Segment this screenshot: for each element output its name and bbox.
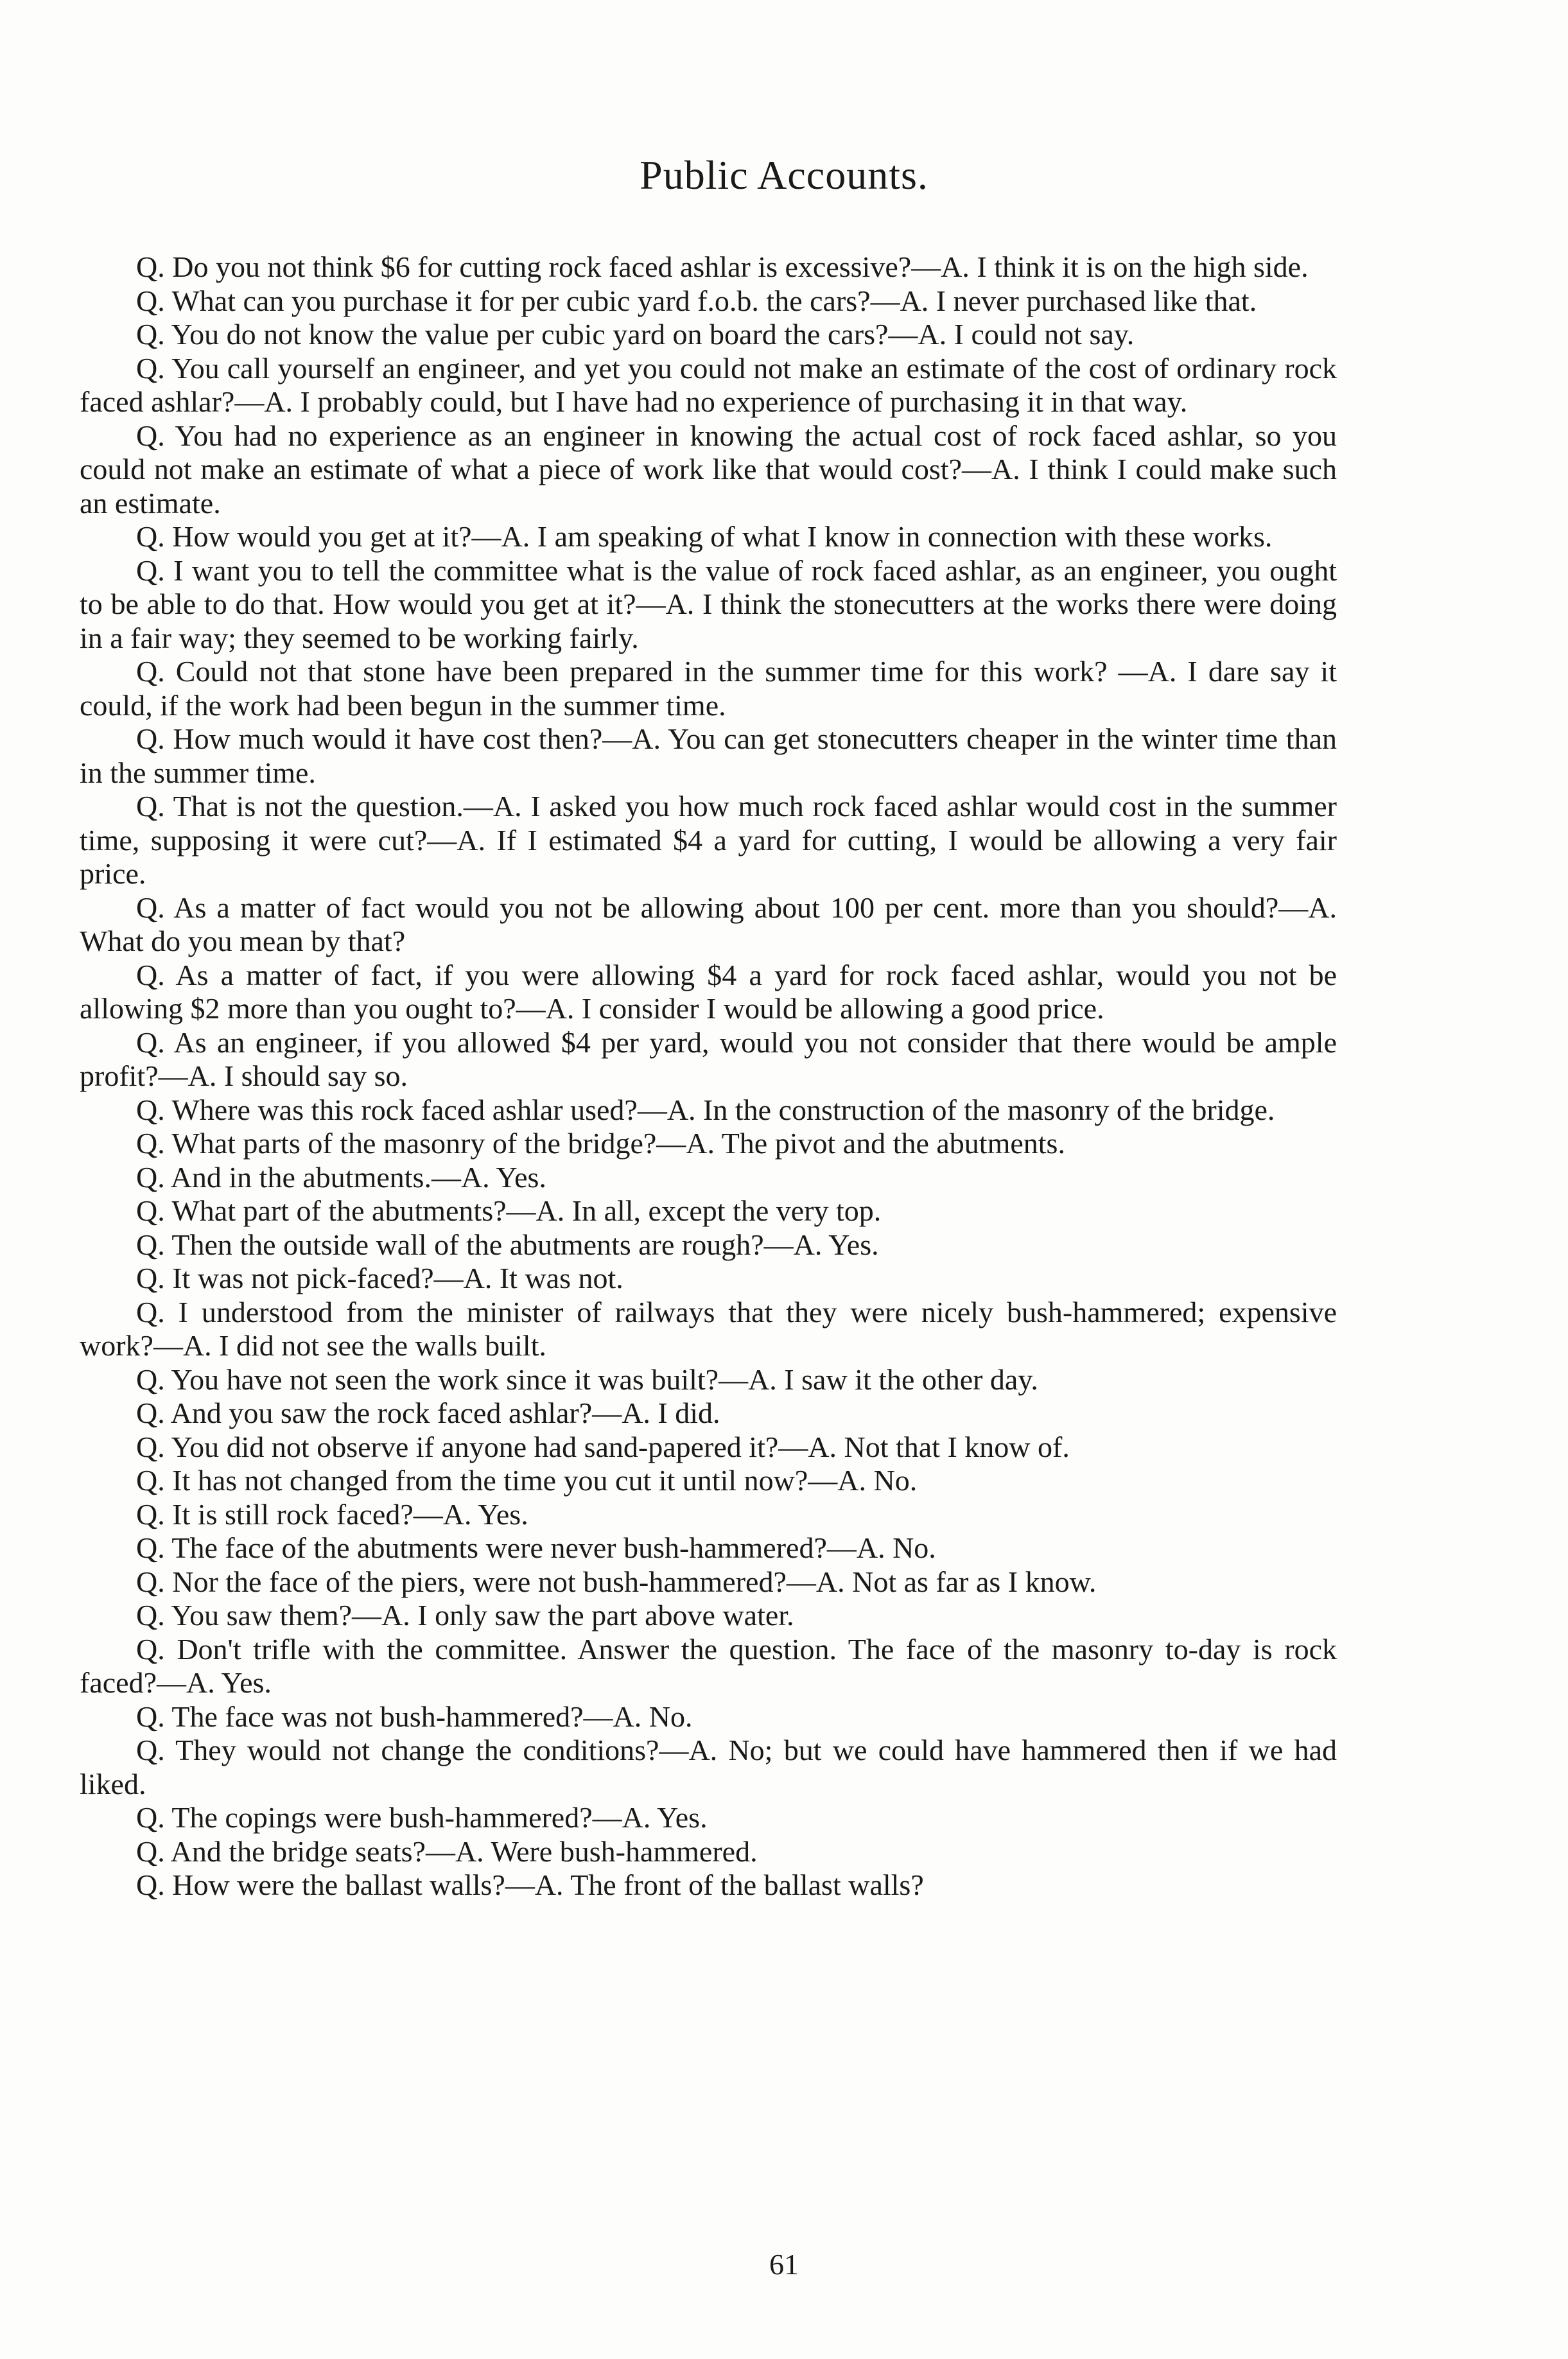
testimony-paragraph: Q. The face of the abutments were never bush-hammered?—A. No. xyxy=(136,1531,936,1564)
testimony-paragraph: Q. The copings were bush-hammered?—A. Yes. xyxy=(136,1801,708,1834)
testimony-paragraph: Q. As an engineer, if you allowed $4 per yard, would you not consider that there would be ample profit?—A. I should say so. xyxy=(80,1025,1337,1092)
testimony-paragraph: Q. You had no experience as an engineer in knowing the actual cost of rock faced ashlar, so you could not make an estimate of what a piece of work like that would cost?—A. I think I could make such an estimate. xyxy=(80,419,1337,519)
testimony-paragraph: Q. The face was not bush-hammered?—A. No. xyxy=(136,1700,693,1733)
testimony-paragraph: Q. As a matter of fact, if you were allowing $4 a yard for rock faced ashlar, would you not be allowing $2 more than you ought to?—A. I consider I would be allowing a good price. xyxy=(80,958,1337,1025)
testimony-paragraph: Q. You call yourself an engineer, and yet you could not make an estimate of the cost of ordinary rock faced ashlar?—A. I probably could, but I have had no experience of purchasing it in that way. xyxy=(80,351,1337,418)
testimony-paragraph: Q. That is not the question.—A. I asked you how much rock faced ashlar would cost in the summer time, supposing it were cut?—A. If I estimated $4 a yard for cutting, I would be allowing a very fair price. xyxy=(80,790,1337,890)
testimony-paragraph: Q. How were the ballast walls?—A. The front of the ballast walls? xyxy=(136,1868,924,1901)
page-title: Public Accounts. xyxy=(640,152,928,198)
testimony-paragraph: Q. I understood from the minister of railways that they were nicely bush-hammered; expensive work?—A. I did not see the walls built. xyxy=(80,1295,1337,1362)
testimony-paragraph: Q. I want you to tell the committee what is the value of rock faced ashlar, as an engineer, you ought to be able to do that. How would you get at it?—A. I think the stonecutters at the works there were doing in a fair way; they seemed to be working fairly. xyxy=(80,553,1337,654)
testimony-paragraph: Q. They would not change the conditions?—A. No; but we could have hammered then if we had liked. xyxy=(80,1734,1337,1800)
testimony-paragraph: Q. You did not observe if anyone had sand-papered it?—A. Not that I know of. xyxy=(136,1430,1070,1463)
testimony-paragraph: Q. You saw them?—A. I only saw the part above water. xyxy=(136,1599,794,1632)
testimony-body xyxy=(80,250,1337,1902)
testimony-paragraph: Q. Where was this rock faced ashlar used?—A. In the construction of the masonry of the bridge. xyxy=(136,1093,1275,1126)
testimony-paragraph: Q. Then the outside wall of the abutments are rough?—A. Yes. xyxy=(136,1228,879,1261)
testimony-paragraph: Q. And the bridge seats?—A. Were bush-hammered. xyxy=(136,1834,758,1868)
testimony-paragraph: Q. You have not seen the work since it was built?—A. I saw it the other day. xyxy=(136,1362,1038,1396)
testimony-paragraph: Q. It has not changed from the time you cut it until now?—A. No. xyxy=(136,1464,918,1497)
testimony-paragraph: Q. You do not know the value per cubic yard on board the cars?—A. I could not say. xyxy=(136,318,1135,351)
page-number: 61 xyxy=(769,2248,799,2281)
testimony-paragraph: Q. What part of the abutments?—A. In all, except the very top. xyxy=(136,1194,882,1227)
testimony-paragraph: Q. What can you purchase it for per cubic yard f.o.b. the cars?—A. I never purchased like that. xyxy=(136,284,1257,317)
testimony-paragraph: Q. As a matter of fact would you not be allowing about 100 per cent. more than you should?—A. What do you mean by that? xyxy=(80,891,1337,957)
testimony-paragraph: Q. How much would it have cost then?—A. You can get stonecutters cheaper in the winter time than in the summer time. xyxy=(80,722,1337,789)
testimony-paragraph: Q. And you saw the rock faced ashlar?—A. I did. xyxy=(136,1397,720,1429)
testimony-paragraph: Q. Don't trifle with the committee. Answer the question. The face of the masonry to-day is rock faced?—A. Yes. xyxy=(80,1632,1337,1699)
testimony-paragraph: Q. What parts of the masonry of the bridge?—A. The pivot and the abutments. xyxy=(136,1127,1065,1160)
testimony-paragraph: Q. How would you get at it?—A. I am speaking of what I know in connection with these works. xyxy=(136,520,1273,553)
testimony-paragraph: Q. Do you not think $6 for cutting rock faced ashlar is excessive?—A. I think it is on the high side. xyxy=(136,250,1309,283)
testimony-paragraph: Q. Could not that stone have been prepared in the summer time for this work? —A. I dare say it could, if the work had been begun in the summer time. xyxy=(80,655,1337,722)
testimony-paragraph: Q. It was not pick-faced?—A. It was not. xyxy=(136,1262,623,1294)
testimony-paragraph: Q. And in the abutments.—A. Yes. xyxy=(136,1160,546,1194)
testimony-paragraph: Q. Nor the face of the piers, were not bush-hammered?—A. Not as far as I know. xyxy=(136,1565,1097,1598)
testimony-paragraph: Q. It is still rock faced?—A. Yes. xyxy=(136,1497,528,1531)
